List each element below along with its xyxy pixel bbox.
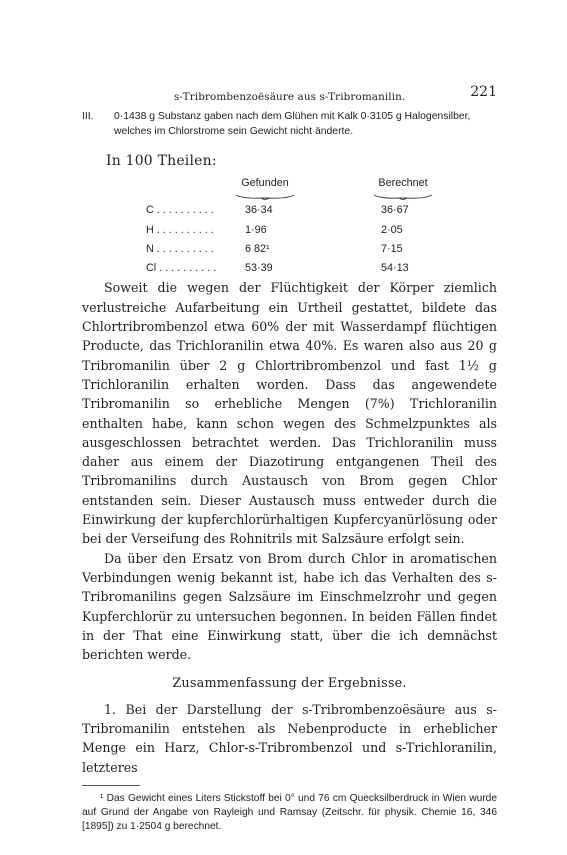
- body-paragraph: Soweit die wegen der Flüchtigkeit der Körper ziemlich verlustreiche Aufarbeitung ein Urtheil gestattet, bildete das Chlortribrombenzol etwa 60% der mit Wasserdampf flüchtigen Producte, das Trichloranilin etwa 40%. Es waren also aus 20 g Tribromanilin über 2 g Chlortribrombenzol und fast 1½ g Trichloranilin erhalten worden. Dass das angewendete Tribromanilin so erhebliche Mengen (7%) Trichloranilin enthalten habe, kann schon wegen des Schmelzpunktes als ausgeschlossen betrachtet werden. Das Trichloranilin muss daher aus einem der Diazotirung entgangenen Theil des Tribromanilins durch Austausch von Brom gegen Chlor entstanden sein. Dieser Austausch muss entweder durch die Einwirkung der kupferchlorürhaltigen Kupfercyanürlösung oder bei der Verseifung des Rohnitrils mit Salzsäure erfolgt sein.: [82, 280, 497, 547]
- table-row: [146, 259, 434, 278]
- section-heading: Zusammenfassung der Ergebnisse.: [172, 676, 407, 692]
- table-row: [146, 201, 434, 220]
- analysis-label: III.: [82, 111, 94, 122]
- footnote: [82, 792, 497, 835]
- found-cell: 6 82¹: [245, 242, 270, 255]
- found-cell: 36·34: [245, 204, 273, 217]
- element-cell: H . . . . . . . . . .: [146, 223, 214, 236]
- running-header: [82, 86, 497, 110]
- calc-cell: 36·67: [381, 204, 409, 217]
- col-found-header: Gefunden: [241, 177, 289, 190]
- running-title: s-Tribrombenzoësäure aus s-Tribromanilin.: [174, 91, 406, 103]
- table-row: [146, 240, 434, 259]
- footnote-text: ¹ Das Gewicht eines Liters Stickstoff bei 0° und 76 cm Quecksilberdruck in Wien wurde auf Grund der Angabe von Rayleigh und Ramsay (Zeitschr. für physik. Chemie 16, 346 [1895]) zu 1·2504 g berechnet.: [82, 792, 497, 833]
- brace-icon: [235, 194, 295, 200]
- body-paragraph: Da über den Ersatz von Brom durch Chlor in aromatischen Verbindungen wenig bekannt ist, habe ich das Verhalten des s-Tribromanilins gegen Salzsäure im Einschmelzrohr und gegen Kupferchlorür zu untersuchen begonnen. In beiden Fällen findet in der That eine Einwirkung statt, über die ich demnächst berichten werde.: [82, 550, 497, 663]
- table-subheading: In 100 Theilen:: [106, 153, 217, 169]
- results-table: [146, 173, 434, 278]
- element-cell: Cl . . . . . . . . . .: [146, 262, 217, 275]
- element-cell: N . . . . . . . . . .: [146, 242, 214, 255]
- analysis-text: 0·1438 g Substanz gaben nach dem Glühen mit Kalk 0·3105 g Halogensilber, welches im Chlorstrome sein Gewicht nicht änderte.: [114, 111, 471, 137]
- calc-cell: 7·15: [381, 242, 403, 255]
- found-cell: 53·39: [245, 262, 273, 275]
- table-row: [146, 221, 434, 240]
- col-calc-header: Berechnet: [378, 177, 428, 190]
- element-cell: C . . . . . . . . . .: [146, 204, 214, 217]
- calc-cell: 54·13: [381, 262, 409, 275]
- found-cell: 1·96: [245, 223, 267, 236]
- brace-icon: [373, 194, 433, 200]
- summary-paragraph: 1. Bei der Darstellung der s-Tribrombenzoësäure aus s-Tribromanilin entstehen als Nebenproducte in erheblicher Menge ein Harz, Chlor-s-Tribrombenzol und s-Trichloranilin, letzteres: [82, 701, 497, 775]
- footnote-divider: [82, 785, 140, 786]
- calc-cell: 2·05: [381, 223, 403, 236]
- page-number: 221: [470, 84, 497, 100]
- analysis-note: [82, 110, 497, 139]
